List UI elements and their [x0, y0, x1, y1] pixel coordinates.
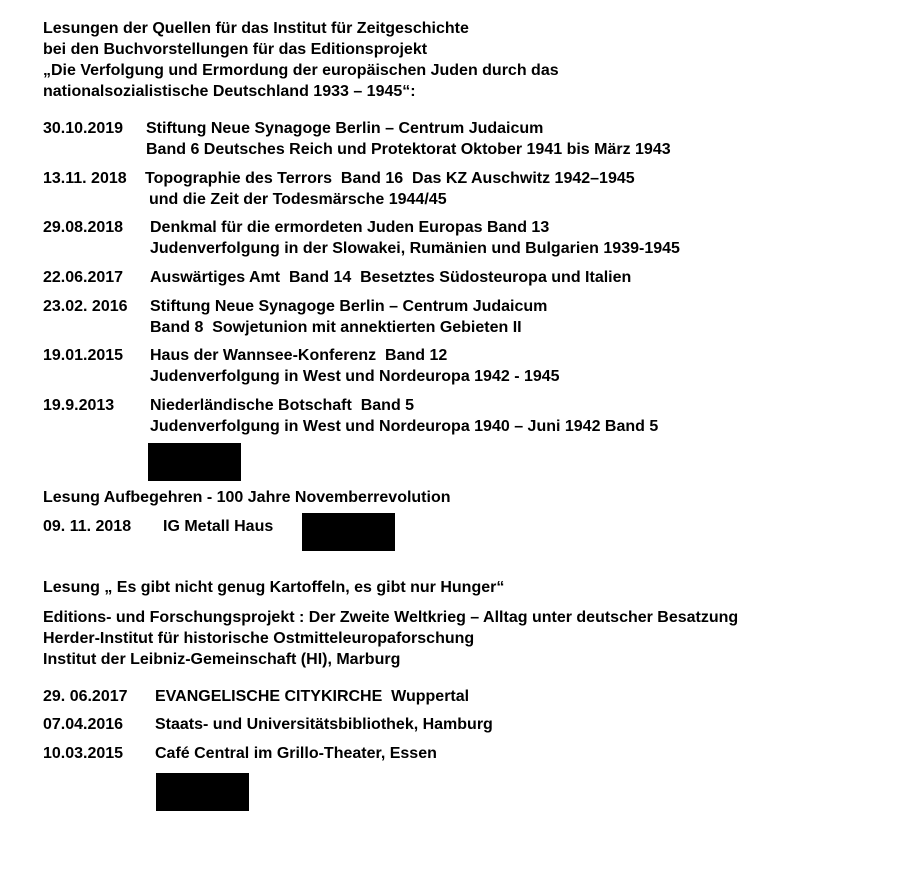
entry-venue: Stiftung Neue Synagoge Berlin – Centrum Judaicum [150, 298, 548, 315]
entry-volume: Band 6 Deutsches Reich und Protektorat Oktober 1941 bis März 1943 [146, 141, 671, 158]
entry-date: 13.11. 2018 [43, 170, 127, 187]
entry-volume: Judenverfolgung in West und Nordeuropa 1942 - 1945 [150, 368, 560, 385]
entry-venue: Auswärtiges Amt Band 14 Besetztes Südosteuropa und Italien [150, 269, 632, 286]
entry-date: 19.9.2013 [43, 397, 115, 414]
intro-line-4: nationalsozialistische Deutschland 1933 – 1945“: [43, 83, 416, 100]
entry-date: 19.01.2015 [43, 347, 124, 364]
entry-date: 07.04.2016 [43, 716, 124, 733]
entry-venue: Haus der Wannsee-Konferenz Band 12 [150, 347, 448, 364]
entry-venue: EVANGELISCHE CITYKIRCHE Wuppertal [155, 688, 470, 705]
entry-venue: Staats- und Universitätsbibliothek, Hamburg [155, 716, 493, 733]
entry-volume: Band 8 Sowjetunion mit annektierten Gebieten II [150, 319, 522, 336]
entry-venue: Café Central im Grillo-Theater, Essen [155, 745, 437, 762]
project-line-3: Institut der Leibniz-Gemeinschaft (HI), Marburg [43, 651, 401, 668]
project-line-1: Editions- und Forschungsprojekt : Der Zweite Weltkrieg – Alltag unter deutscher Besatzung [43, 609, 739, 626]
entry-venue: Stiftung Neue Synagoge Berlin – Centrum Judaicum [146, 120, 544, 137]
entry-venue: Denkmal für die ermordeten Juden Europas Band 13 [150, 219, 550, 236]
section-heading: Lesung Aufbegehren - 100 Jahre Novemberrevolution [43, 489, 451, 506]
entry-date: 22.06.2017 [43, 269, 124, 286]
entry-date: 29. 06.2017 [43, 688, 128, 705]
entry-volume: und die Zeit der Todesmärsche 1944/45 [149, 191, 447, 208]
intro-line-2: bei den Buchvorstellungen für das Editionsprojekt [43, 41, 428, 58]
entry-volume: Judenverfolgung in West und Nordeuropa 1940 – Juni 1942 Band 5 [150, 418, 659, 435]
entry-date: 29.08.2018 [43, 219, 124, 236]
entry-venue: IG Metall Haus [163, 518, 274, 535]
entry-venue: Topographie des Terrors Band 16 Das KZ Auschwitz 1942–1945 [145, 170, 635, 187]
entry-volume: Judenverfolgung in der Slowakei, Rumänien und Bulgarien 1939-1945 [150, 240, 680, 257]
intro-line-1: Lesungen der Quellen für das Institut für Zeitgeschichte [43, 20, 469, 37]
section-heading: Lesung „ Es gibt nicht genug Kartoffeln, es gibt nur Hunger“ [43, 579, 505, 596]
redaction-block [302, 513, 395, 551]
entry-venue: Niederländische Botschaft Band 5 [150, 397, 415, 414]
redaction-block [148, 443, 241, 481]
entry-date: 09. 11. 2018 [43, 518, 132, 535]
entry-date: 30.10.2019 [43, 120, 124, 137]
entry-date: 23.02. 2016 [43, 298, 128, 315]
redaction-block [156, 773, 249, 811]
entry-date: 10.03.2015 [43, 745, 124, 762]
project-line-2: Herder-Institut für historische Ostmitteleuropaforschung [43, 630, 475, 647]
intro-line-3: „Die Verfolgung und Ermordung der europäischen Juden durch das [43, 62, 559, 79]
